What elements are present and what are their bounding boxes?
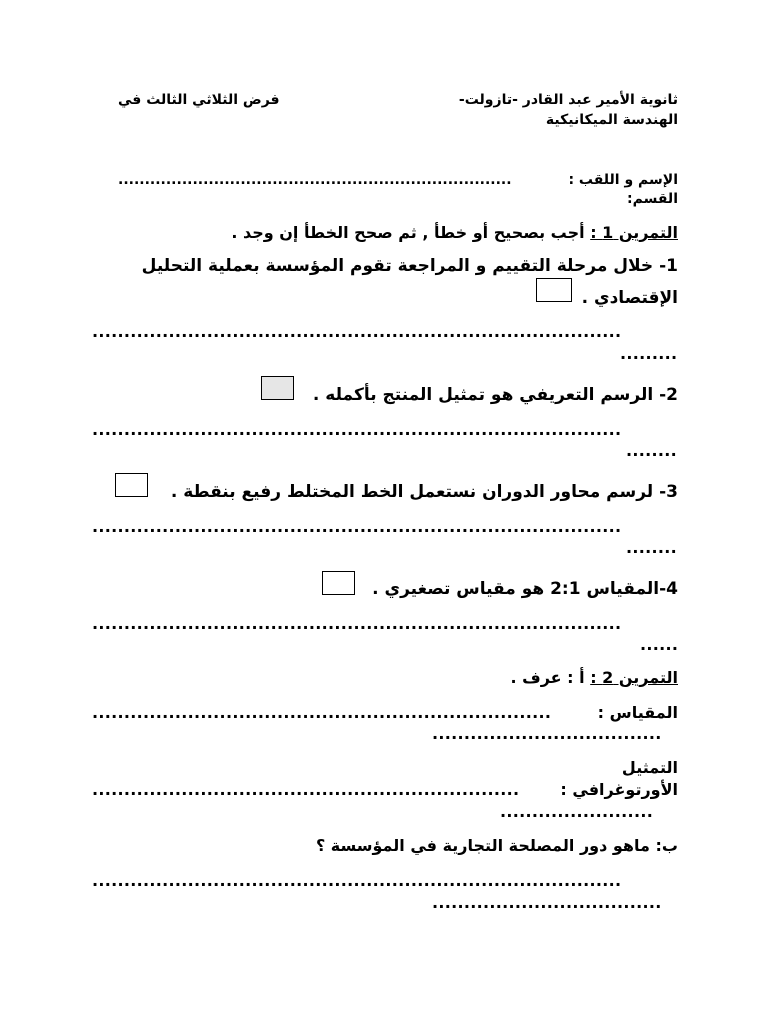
exercise2-part-a: أ : عرف . — [510, 668, 585, 687]
question1-line1: 1- خلال مرحلة التقييم و المراجعة تقوم المؤسسة بعملية التحليل — [141, 256, 678, 276]
section-label: القسم: — [627, 191, 678, 207]
part-b-question-line — [316, 836, 678, 855]
question3-text: 3- لرسم محاور الدوران نستعمل الخط المختلط رفيع بنقطة . — [170, 482, 678, 502]
question4-answer-box[interactable] — [322, 571, 355, 595]
part-b-label: ب: — [655, 836, 678, 855]
ortho-label-line2: الأورتوغرافي : — [560, 780, 678, 799]
question2-dots-line1: ................................................................................... — [92, 420, 622, 439]
question3-dots-line2: ........ — [626, 538, 678, 557]
scale-label: المقياس : — [597, 703, 678, 722]
question4-dots-line2: ...... — [640, 635, 679, 654]
question1-answer-box[interactable] — [536, 278, 572, 302]
question4-dots-line1: ................................................................................... — [92, 614, 622, 633]
subject-title: الهندسة الميكانيكية — [545, 112, 678, 128]
question2-dots-line2: ........ — [626, 441, 678, 460]
question2-answer-box[interactable] — [261, 376, 294, 400]
exam-title: فرض الثلاثي الثالث في — [118, 92, 280, 108]
name-dots: .......................................................................... — [118, 172, 512, 188]
exercise1-heading — [231, 223, 678, 242]
part-b-dots-line2: .................................... — [432, 893, 662, 912]
question4-text: 4-المقياس 2:1 هو مقياس تصغيري . — [372, 579, 678, 599]
question1-dots-line2: ......... — [620, 344, 678, 363]
part-b-dots-line1: ................................................................................... — [92, 871, 622, 890]
scale-dots-line2: .................................... — [432, 724, 662, 743]
question1-line2: الإقتصادي . — [581, 288, 678, 308]
exercise2-heading — [510, 668, 678, 687]
exercise1-title: التمرين 1 : — [590, 223, 678, 242]
scale-dots-line1: ........................................................................ — [92, 703, 552, 722]
question3-answer-box[interactable] — [115, 473, 148, 497]
part-b-question: ماهو دور المصلحة التجارية في المؤسسة ؟ — [315, 836, 650, 855]
question1-dots-line1: ................................................................................... — [92, 322, 622, 341]
name-label: الإسم و اللقب : — [568, 172, 678, 188]
exercise1-instruction: أجب بصحيح أو خطأ , ثم صحح الخطأ إن وجد . — [231, 223, 585, 242]
exercise2-title: التمرين 2 : — [590, 668, 678, 687]
ortho-dots-line2: ........................ — [500, 802, 654, 821]
ortho-label-line1: التمثيل — [621, 758, 678, 777]
question3-dots-line1: ................................................................................... — [92, 517, 622, 536]
question2-text: 2- الرسم التعريفي هو تمثيل المنتج بأكمله . — [312, 385, 678, 405]
school-name: ثانوية الأمير عبد القادر -تازولت- — [458, 92, 678, 108]
ortho-dots-line1: ................................................................... — [92, 780, 520, 799]
